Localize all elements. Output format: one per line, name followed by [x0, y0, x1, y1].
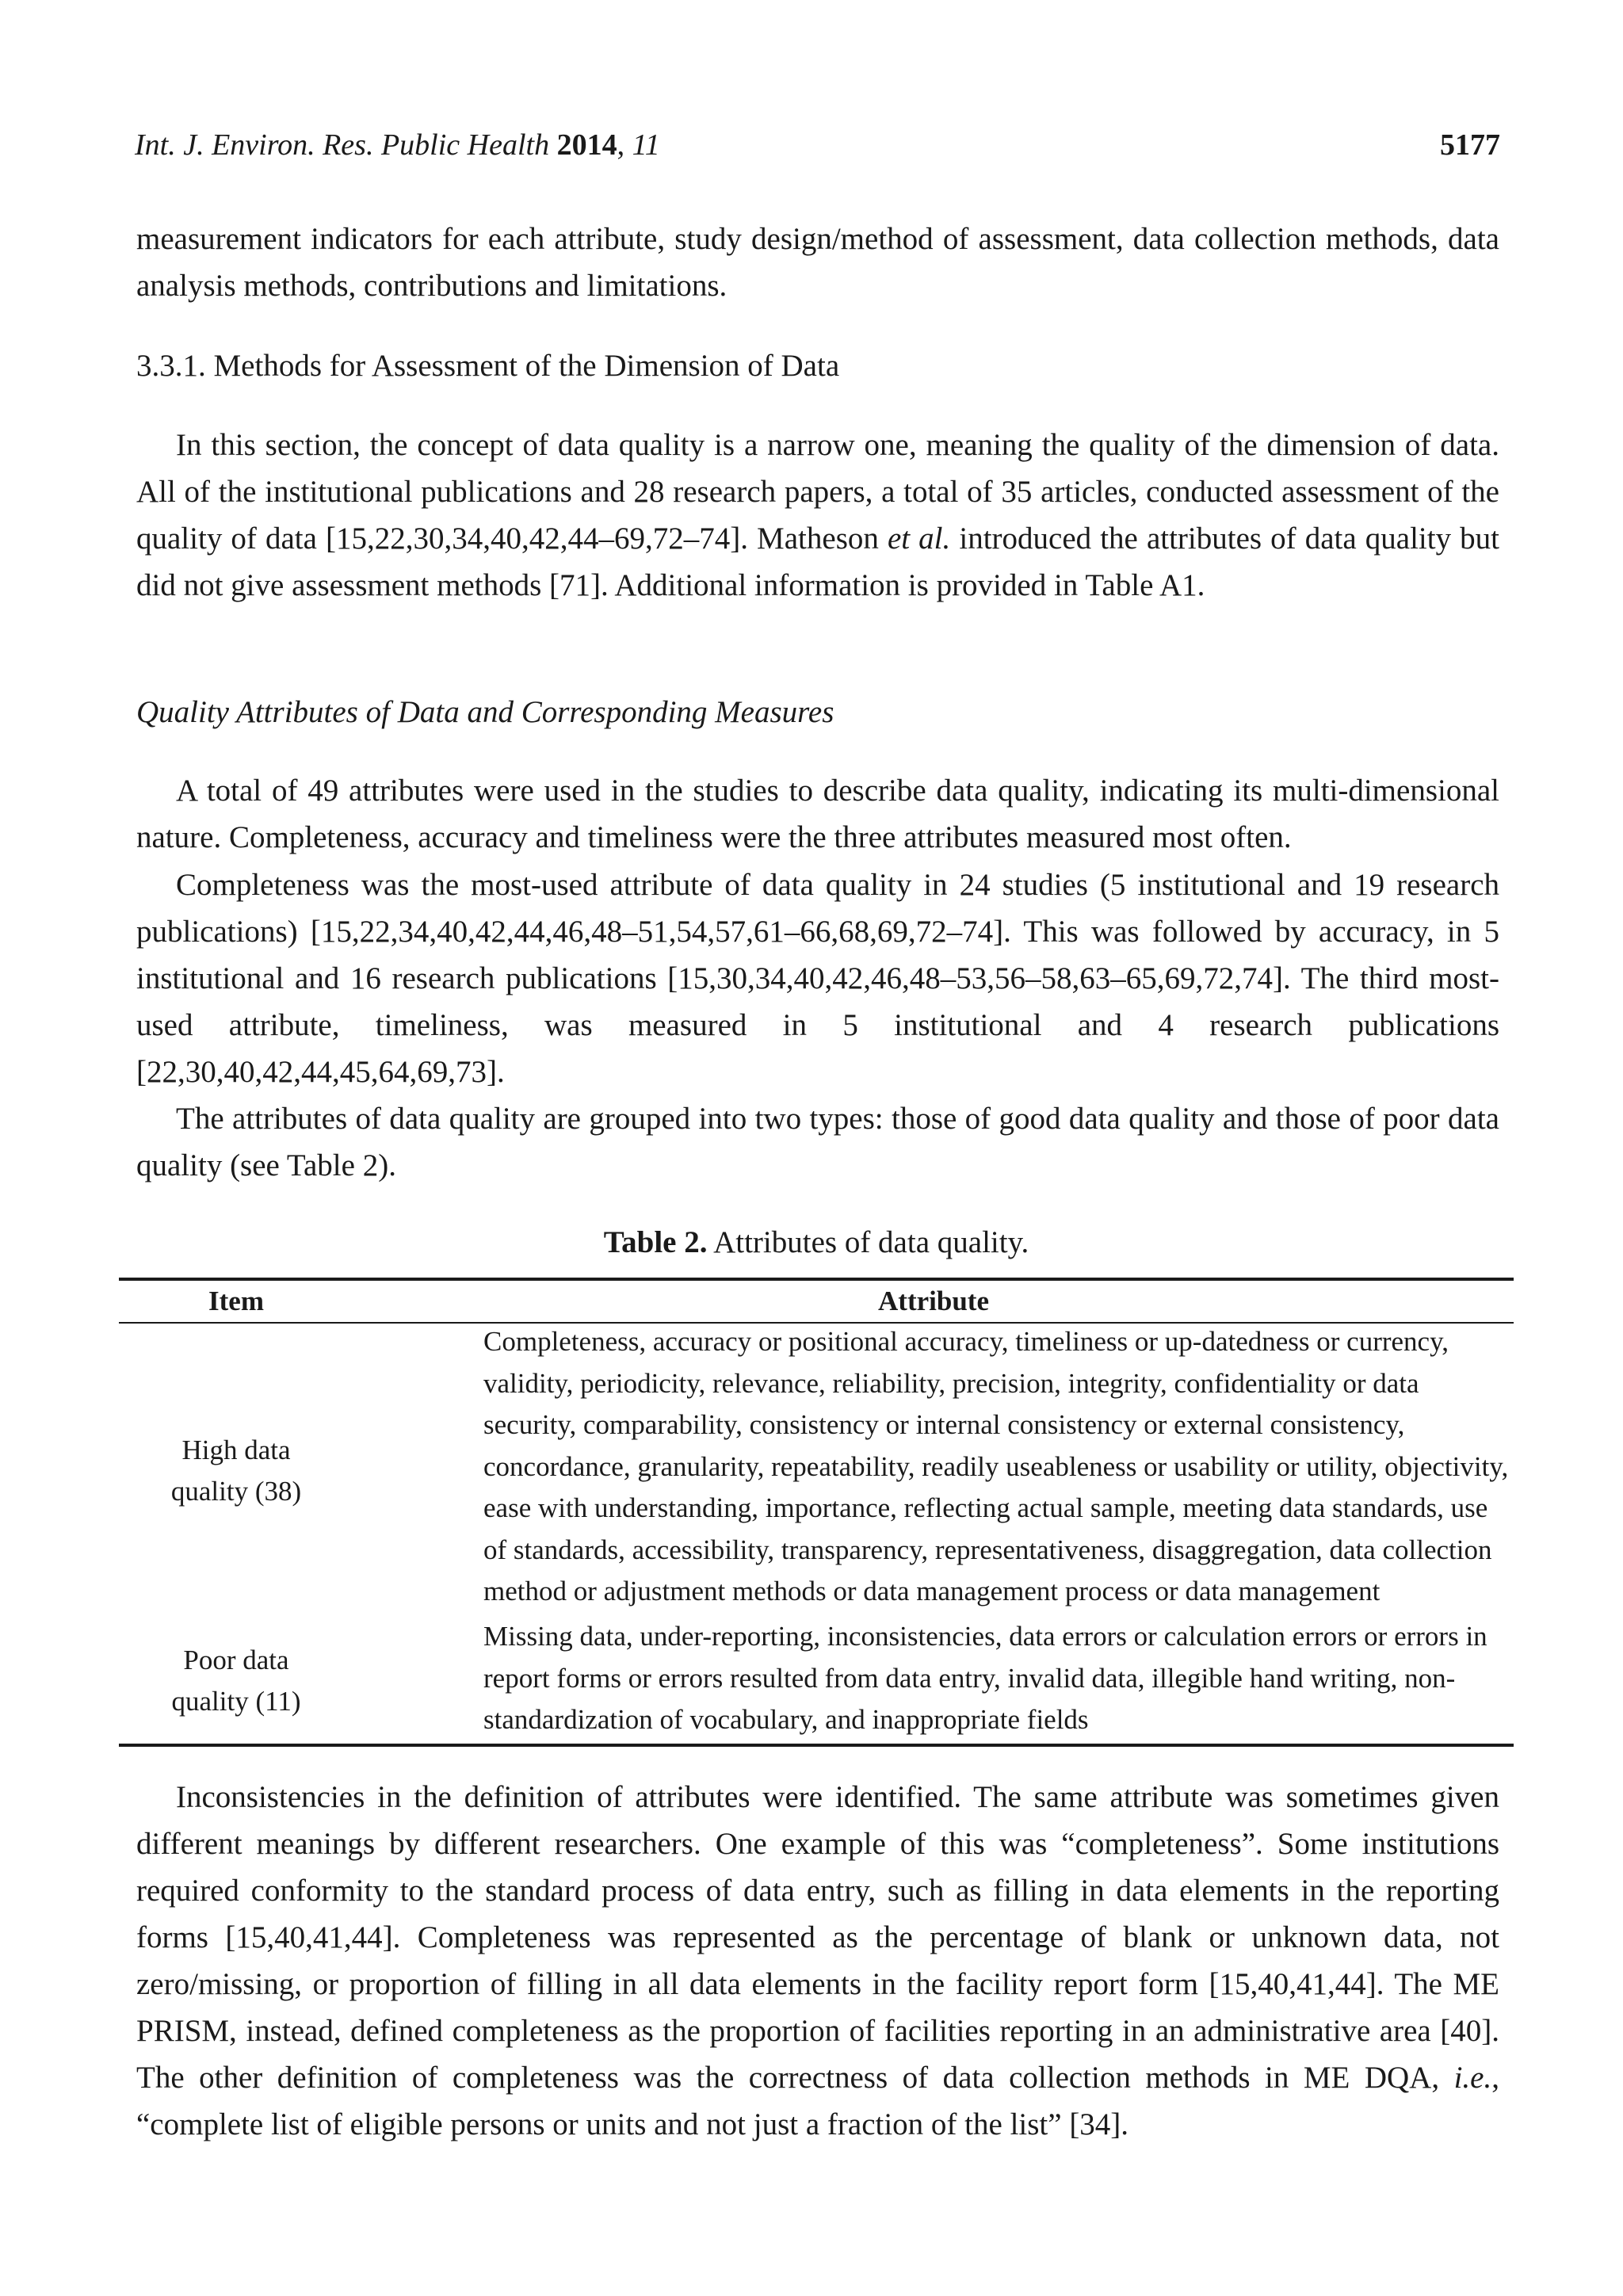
paragraph-data-dimension: In this section, the concept of data quality is a narrow one, meaning the quality of the dimension of data. All of the institutional publications and 28 research papers, a total of 35 articles, conducted assessment of the quality of data [15,22,30,34,40,42,44–69,72–74]. Matheson et al. introduced the attributes of data quality but did not give assessment methods [71]. Additional information is provided in Table A1.: [136, 428, 1499, 602]
subsection-heading: Quality Attributes of Data and Corresponding Measures: [136, 695, 834, 729]
table-cell-attribute: Completeness, accuracy or positional accuracy, timeliness or up-datedness or currency, validity, periodicity, relevance, reliability, precision, integrity, confidentiality or data security, comparability, consistency or internal consistency or external consistency, concordance, granularity, repeatability, readily useableness or usability or utility, objectivity, ease with understanding, importance, reflecting actual sample, meeting data standards, use of standards, accessibility, transparency, representativeness, disaggregation, data collection method or adjustment methods or data management process or data management: [483, 1326, 1509, 1606]
journal-year: 2014: [556, 128, 617, 162]
column-header-item: Item: [208, 1286, 264, 1316]
section-heading: 3.3.1. Methods for Assessment of the Dimension of Data: [136, 349, 840, 383]
paragraph-grouping: The attributes of data quality are grouped into two types: those of good data quality and those of poor data quality (see Table 2).: [136, 1102, 1499, 1182]
attributes-table: [119, 1278, 1514, 1747]
column-header-attribute: Attribute: [878, 1286, 989, 1316]
paragraph-inconsistencies: Inconsistencies in the definition of attributes were identified. The same attribute was sometimes given different meanings by different researchers. One example of this was “completeness”. Some institutions required conformity to the standard process of data entry, such as filling in data elements in the reporting forms [15,40,41,44]. Completeness was represented as the percentage of blank or unknown data, not zero/missing, or proportion of filling in all data elements in the facility report form [15,40,41,44]. The ME PRISM, instead, defined completeness as the proportion of facilities reporting in an administrative area [40]. The other definition of completeness was the correctness of data collection methods in ME DQA, i.e., “complete list of eligible persons or units and not just a fraction of the list” [34].: [136, 1780, 1499, 2141]
table-cell-item: Poor data quality (11): [171, 1645, 301, 1717]
paragraph-intro-continued: measurement indicators for each attribute, study design/method of assessment, data collection methods, data analysis methods, contributions and limitations.: [136, 222, 1499, 303]
table-row: [119, 1618, 1514, 1744]
table-header-row: [119, 1281, 1514, 1324]
paragraph-completeness: Completeness was the most-used attribute of data quality in 24 studies (5 institutional and 19 research publications) [15,22,34,40,42,44,46,48–51,54,57,61–66,68,69,72–74]. This was followed by accuracy, in 5 institutional and 16 research publications [15,30,34,40,42,46,48–53,56–58,63–65,69,72,74]. The third most-used attribute, timeliness, was measured in 5 institutional and 4 research publications [22,30,40,42,44,45,64,69,73].: [136, 868, 1499, 1089]
table-caption: Table 2. Attributes of data quality.: [603, 1225, 1029, 1259]
journal-name: Int. J. Environ. Res. Public Health: [135, 128, 550, 162]
paragraph-attributes-total: A total of 49 attributes were used in the studies to describe data quality, indicating its multi-dimensional nature. Completeness, accuracy and timeliness were the three attributes measured most often.: [136, 774, 1499, 854]
journal-volume: 11: [632, 128, 660, 162]
page-number: 5177: [1440, 128, 1500, 162]
table-row: [119, 1324, 1514, 1618]
running-header: Int. J. Environ. Res. Public Health 2014, 11 5177: [135, 125, 1500, 165]
table-cell-item: High data quality (38): [170, 1435, 302, 1507]
table-cell-attribute: Missing data, under-reporting, inconsistencies, data errors or calculation errors or errors in report forms or errors resulted from data entry, invalid data, illegible hand writing, non-standardization of vocabulary, and inappropriate fields: [483, 1621, 1487, 1735]
